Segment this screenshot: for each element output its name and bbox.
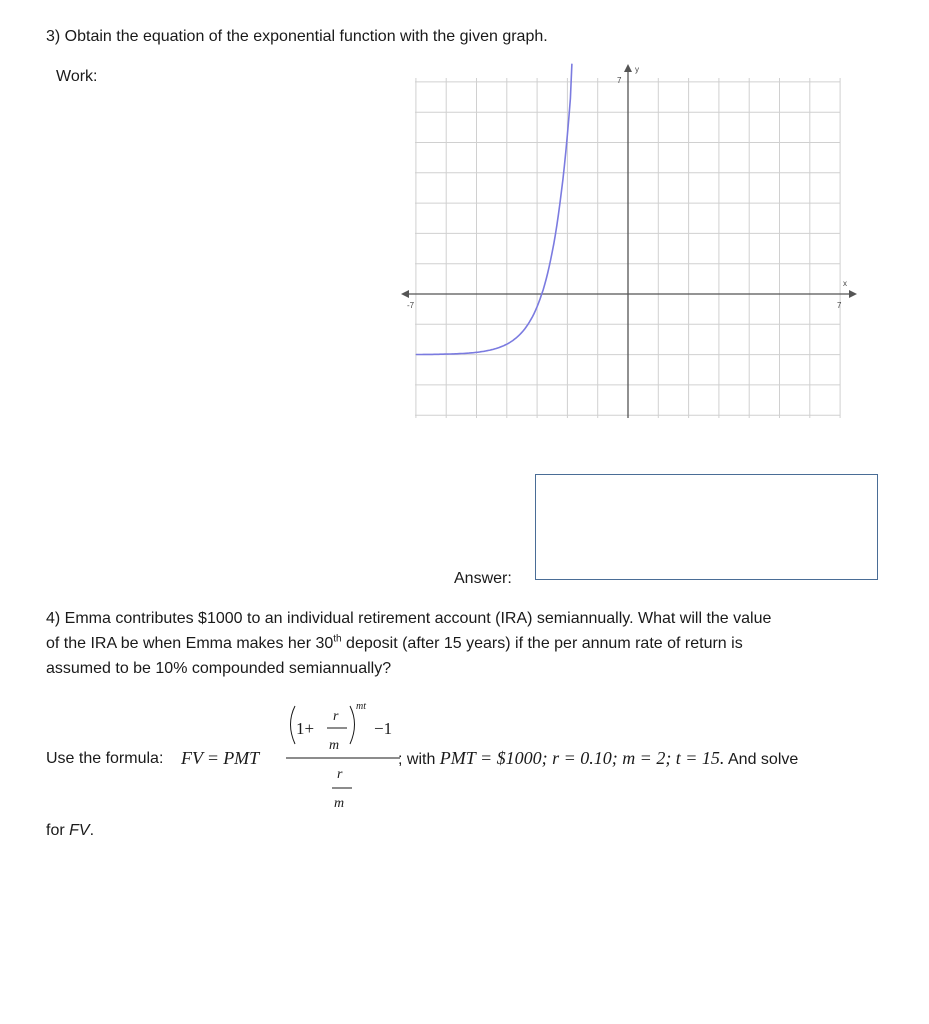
- formula-pmt: PMT: [223, 748, 260, 768]
- for-fv-pre: for: [46, 822, 70, 839]
- question-4-line-2-post: deposit (after 15 years) if the per annum rate of return is: [341, 635, 743, 652]
- x-axis-left-arrow: [401, 290, 409, 298]
- param-m: m = 2;: [622, 748, 672, 768]
- for-fv-em: FV: [69, 822, 90, 839]
- x-axis-label: x: [843, 279, 847, 288]
- left-parenthesis: [291, 706, 296, 744]
- question-3-prompt: 3) Obtain the equation of the exponential function with the given graph.: [46, 28, 548, 45]
- formula-parameters: [398, 746, 798, 772]
- question-4-line-1: 4) Emma contributes $1000 to an individual retirement account (IRA) semiannually. What will the value: [46, 610, 772, 627]
- formula-fv: FV: [181, 748, 203, 768]
- x-axis-right-arrow: [849, 290, 857, 298]
- denominator-m: m: [334, 796, 345, 811]
- formula-fraction: [284, 698, 402, 816]
- for-fv-post: .: [89, 822, 95, 839]
- and-solve-text: And solve: [728, 751, 799, 768]
- exponential-curve: [416, 64, 572, 355]
- formula-minus-one: −1: [374, 719, 393, 738]
- right-parenthesis: [350, 706, 355, 744]
- param-r: r = 0.10;: [552, 748, 618, 768]
- inner-r: r: [333, 709, 339, 724]
- formula-equals: =: [208, 748, 219, 768]
- x-min-tick-label: -7: [407, 301, 415, 310]
- question-4-line-2: [46, 631, 743, 656]
- formula-lhs: [181, 746, 259, 771]
- y-axis-label: y: [635, 65, 639, 74]
- question-4-line-2-pre: of the IRA be when Emma makes her 30: [46, 635, 334, 652]
- exponent-mt: mt: [356, 701, 366, 712]
- formula-label: Use the formula:: [46, 750, 164, 767]
- question-4-line-3: assumed to be 10% compounded semiannually?: [46, 660, 392, 677]
- with-text: ; with: [398, 751, 436, 768]
- exponential-graph: [395, 60, 865, 425]
- inner-m: m: [329, 738, 340, 753]
- formula-one-plus: 1+: [296, 719, 315, 738]
- x-max-tick-label: 7: [837, 301, 842, 310]
- answer-label: Answer:: [454, 570, 512, 587]
- graph-axes: [401, 64, 857, 418]
- param-pmt: PMT = $1000;: [439, 748, 548, 768]
- for-fv-line: [46, 818, 94, 843]
- denominator-r: r: [337, 767, 343, 782]
- param-t: t = 15.: [675, 748, 725, 768]
- answer-box[interactable]: [535, 474, 878, 580]
- ordinal-superscript: th: [333, 633, 342, 645]
- y-max-tick-label: 7: [617, 76, 622, 85]
- y-axis-up-arrow: [624, 64, 632, 72]
- work-label: Work:: [56, 68, 98, 85]
